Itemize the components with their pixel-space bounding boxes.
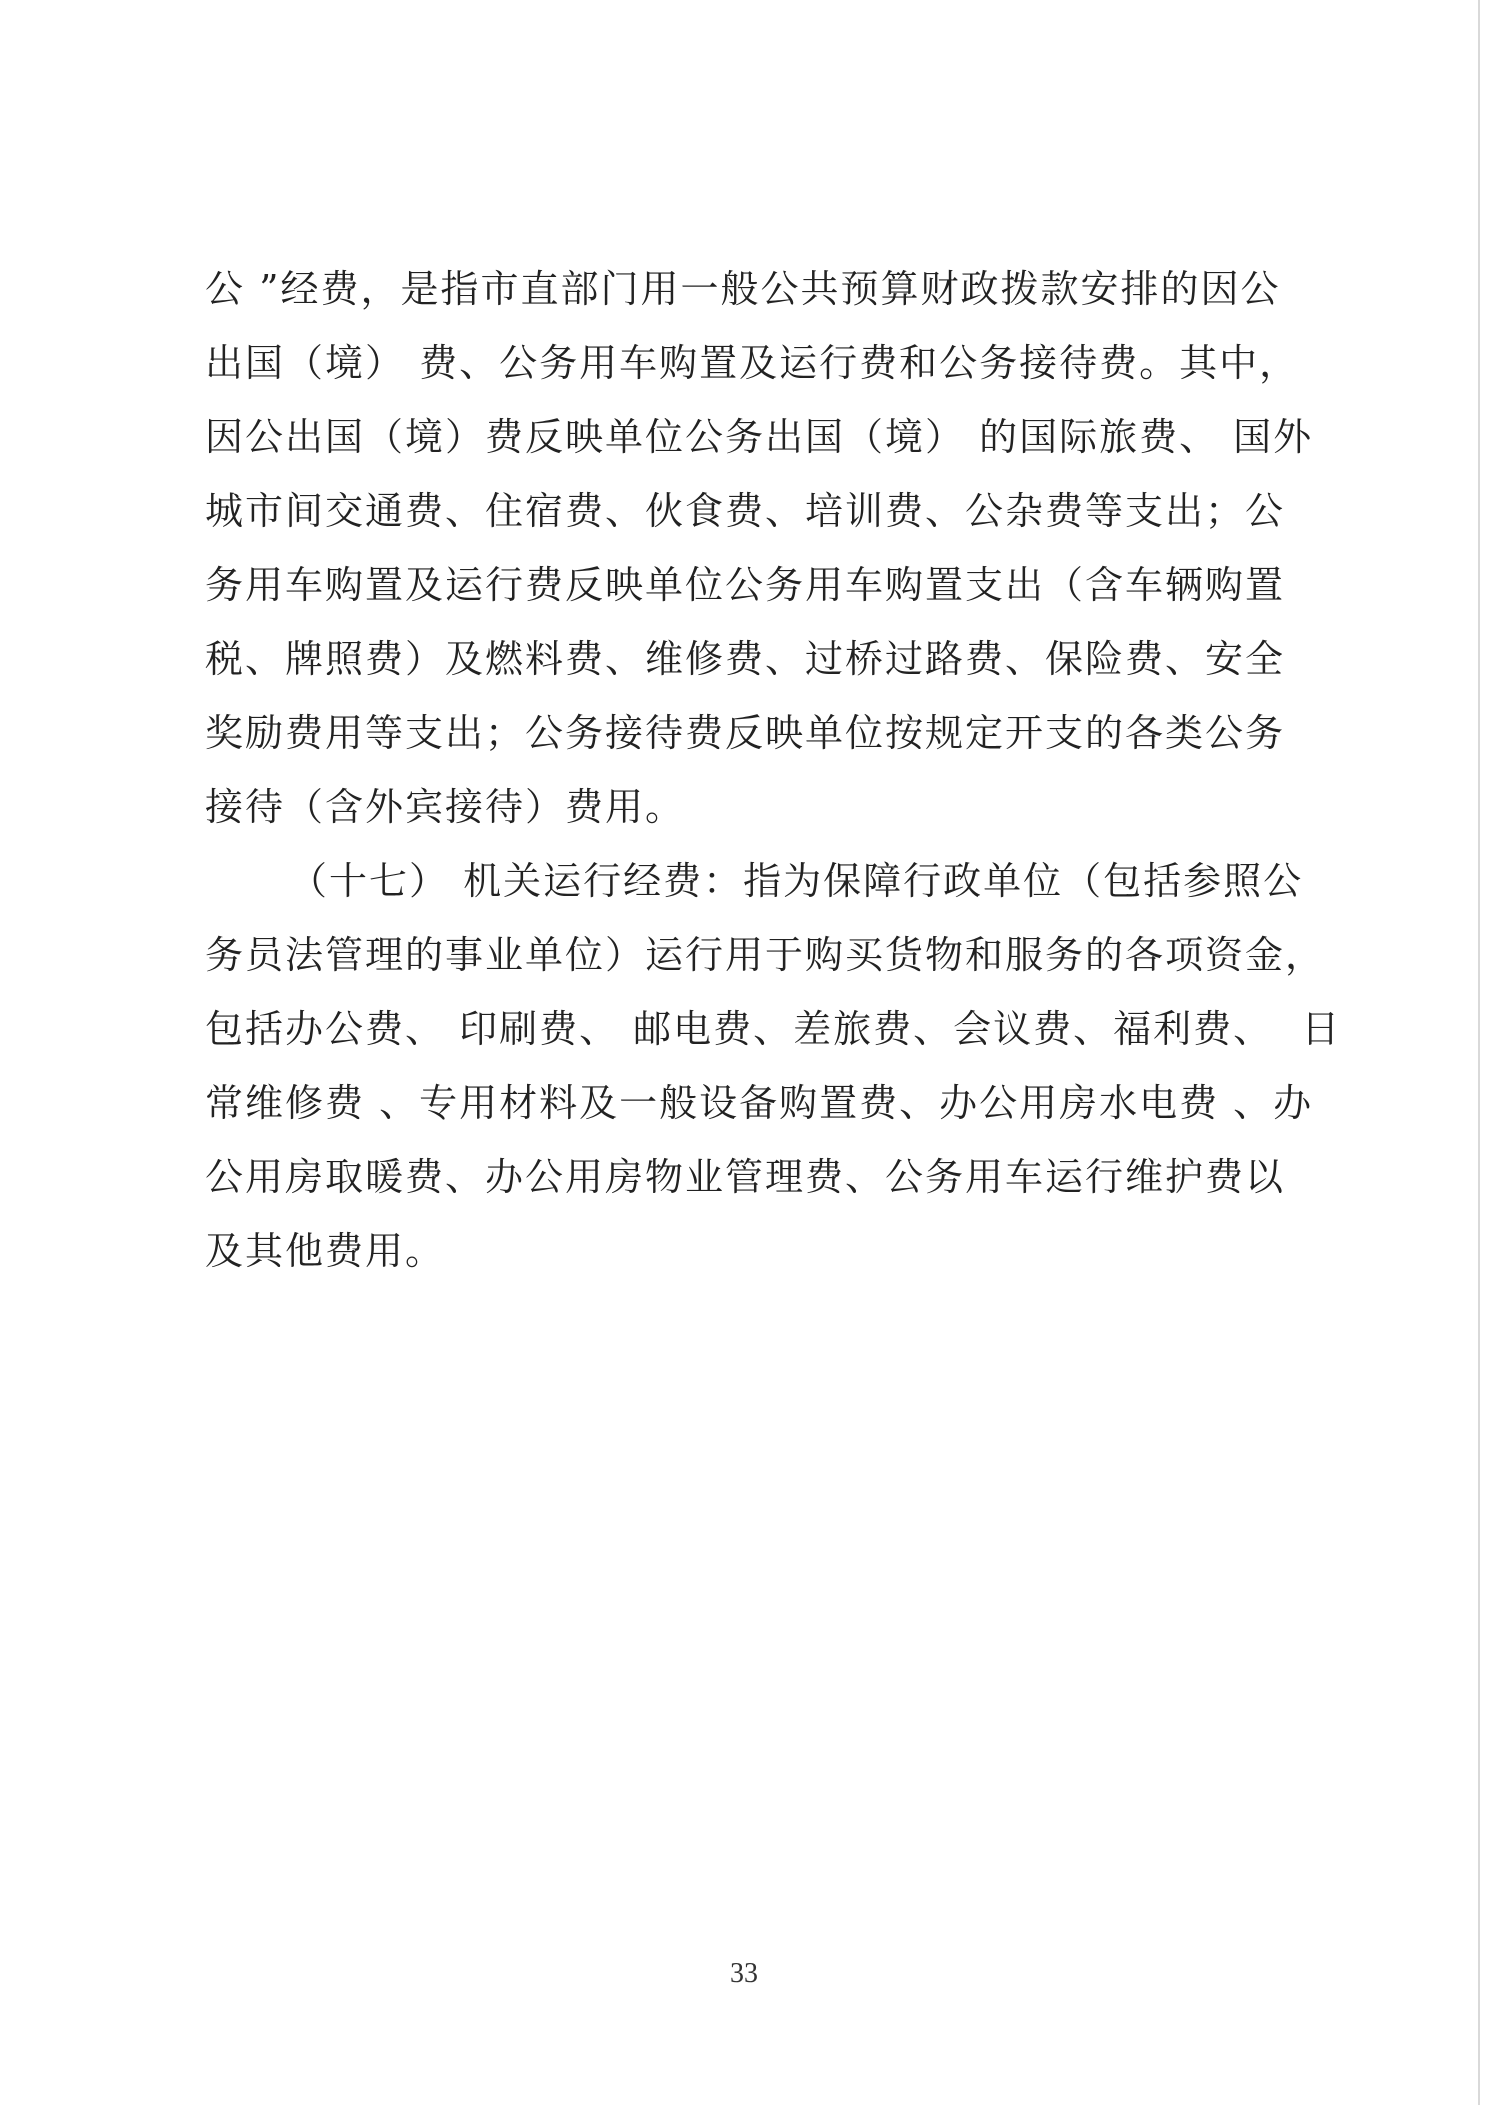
paragraph-1-line: 出国（境） 费、公务用车购置及运行费和公务接待费。其中，: [205, 341, 1300, 385]
paragraph-1-line: 税、牌照费）及燃料费、维修费、过桥过路费、保险费、安全: [205, 637, 1286, 681]
paragraph-1-line: 因公出国（境）费反映单位公务出国（境） 的国际旅费、 国外: [205, 415, 1314, 459]
paragraph-2-line: 包括办公费、 印刷费、 邮电费、差旅费、会议费、福利费、 日: [205, 1007, 1342, 1051]
paragraph-1-line: 接待（含外宾接待）费用。: [205, 785, 686, 829]
paragraph-2-line: 常维修费 、专用材料及一般设备购置费、办公用房水电费 、办: [205, 1081, 1314, 1125]
paragraph-2-line: 公用房取暖费、办公用房物业管理费、公务用车运行维护费以: [205, 1155, 1286, 1199]
paragraph-2-line: （十七） 机关运行经费：指为保障行政单位（包括参照公: [289, 859, 1304, 903]
page-number: 33: [730, 1958, 758, 1989]
paragraph-1-line: 务用车购置及运行费反映单位公务用车购置支出（含车辆购置: [205, 563, 1286, 607]
paragraph-1-line: 城市间交通费、住宿费、伙食费、培训费、公杂费等支出；公: [205, 489, 1286, 533]
body-text: [205, 252, 1342, 1288]
paragraph-2-line: 及其他费用。: [205, 1229, 446, 1273]
page-edge-line: [1478, 0, 1480, 2105]
paragraph-1-line: 奖励费用等支出；公务接待费反映单位按规定开支的各类公务: [205, 711, 1286, 755]
paragraph-1-line: 公 ”经费，是指市直部门用一般公共预算财政拨款安排的因公: [205, 267, 1281, 311]
paragraph-2-line: 务员法管理的事业单位）运行用于购买货物和服务的各项资金，: [205, 933, 1326, 977]
